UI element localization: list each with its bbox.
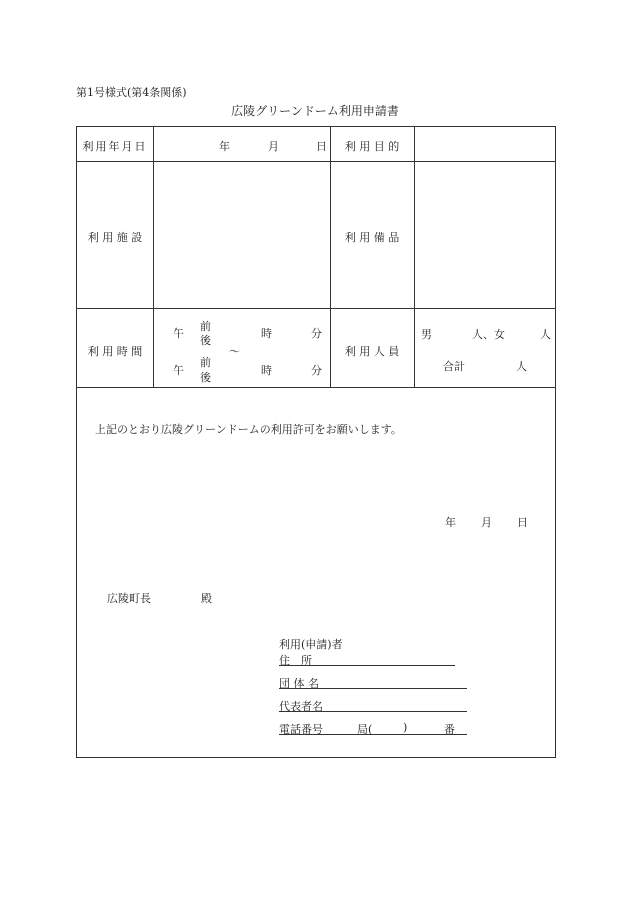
time-label: 利 用 時 間: [87, 345, 143, 358]
total-label: 合計: [443, 360, 465, 373]
start-min: 分: [311, 327, 322, 340]
use-month: 月: [268, 140, 279, 153]
row-divider-3: [77, 387, 555, 388]
equipment-label: 利 用 備 品: [344, 231, 400, 244]
end-pm: 後: [200, 371, 211, 384]
honorific: 殿: [201, 592, 212, 605]
facility-label: 利 用 施 設: [87, 231, 143, 244]
end-am: 前: [200, 356, 211, 369]
request-day: 日: [517, 516, 528, 529]
form-id: 第1号様式(第4条関係): [76, 86, 187, 99]
rep-field[interactable]: [279, 711, 467, 712]
people-label: 利 用 人 員: [344, 345, 400, 358]
row-divider-2: [77, 308, 555, 309]
start-pm: 後: [200, 334, 211, 347]
address-label: 住 所: [279, 654, 312, 667]
time-range: 〜: [229, 345, 240, 358]
purpose-label: 利 用 目 的: [344, 140, 400, 153]
end-noon: 午: [173, 364, 184, 377]
rep-label: 代表者名: [279, 700, 323, 713]
page-title: 広陵グリーンドーム利用申請書: [231, 104, 399, 118]
people-unit: 人: [540, 328, 551, 341]
start-noon: 午: [173, 327, 184, 340]
male-label: 男: [421, 328, 432, 341]
group-label: 団 体 名: [279, 677, 319, 690]
use-day: 日: [316, 140, 327, 153]
date-label: 利用年月日: [82, 140, 148, 153]
col-divider-1: [153, 127, 154, 387]
application-form: [76, 126, 556, 758]
applicant-heading: 利用(申請)者: [279, 638, 343, 651]
start-am: 前: [200, 320, 211, 333]
end-hour: 時: [261, 364, 272, 377]
phone-exchange: 局(: [357, 723, 373, 736]
col-divider-3: [414, 127, 415, 387]
total-unit: 人: [516, 360, 527, 373]
female-label: 人、女: [472, 328, 505, 341]
request-month: 月: [481, 516, 492, 529]
phone-field[interactable]: [279, 734, 467, 735]
use-year: 年: [219, 140, 230, 153]
request-year: 年: [445, 516, 456, 529]
start-hour: 時: [261, 327, 272, 340]
end-min: 分: [311, 364, 322, 377]
row-divider-1: [77, 161, 555, 162]
phone-close: ): [403, 721, 408, 734]
addressee: 広陵町長: [107, 592, 151, 605]
phone-label: 電話番号: [279, 723, 323, 736]
phone-number: 番: [444, 723, 455, 736]
address-field[interactable]: [279, 665, 455, 666]
request-text: 上記のとおり広陵グリーンドームの利用許可をお願いします。: [95, 423, 402, 436]
group-field[interactable]: [279, 688, 467, 689]
